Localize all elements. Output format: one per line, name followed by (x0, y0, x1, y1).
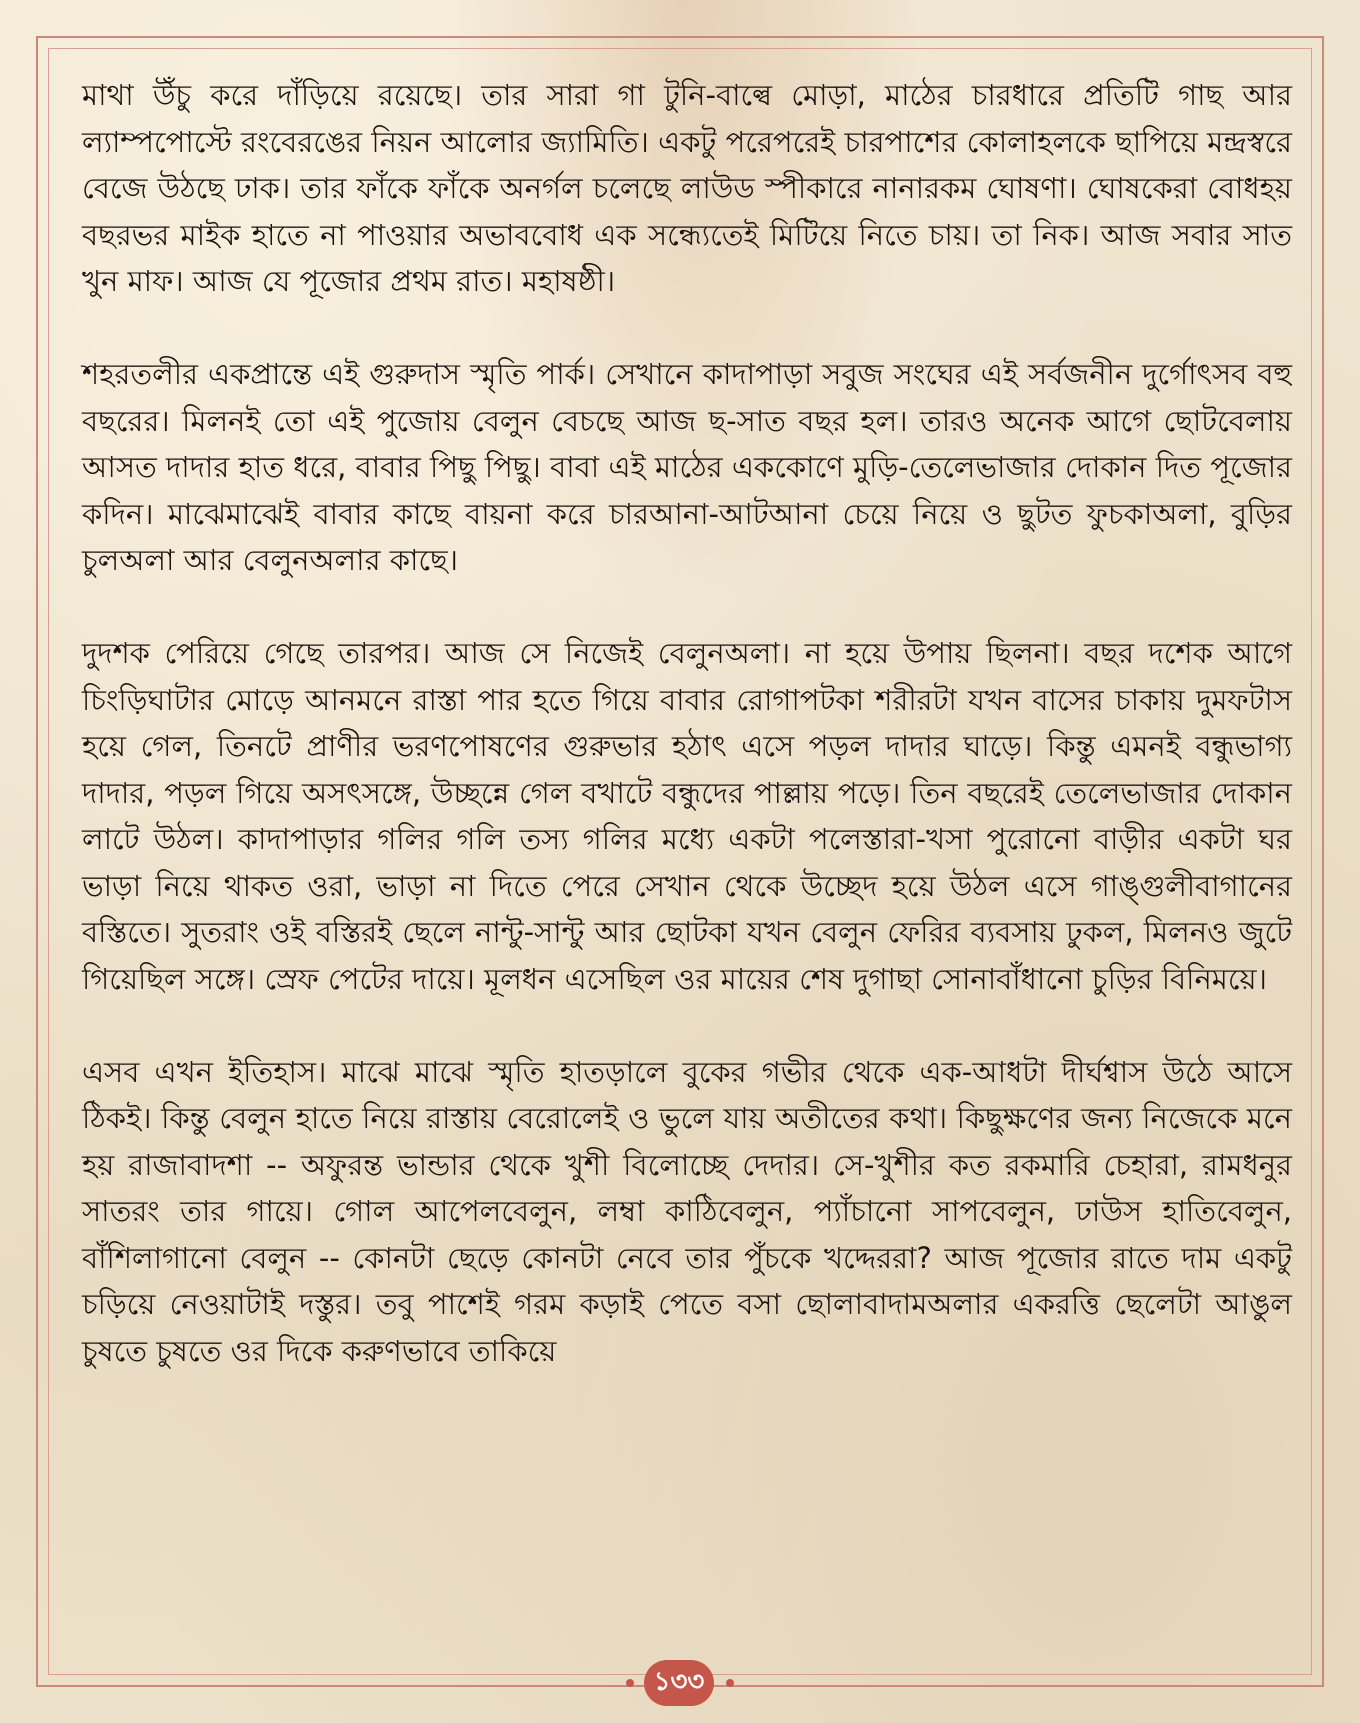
page-number-ornament-left (626, 1679, 634, 1687)
page-number: ১৩৩ (644, 1660, 714, 1706)
story-paragraph-1: মাথা উঁচু করে দাঁড়িয়ে রয়েছে। তার সারা গা টুনি-বাল্বে মোড়া, মাঠের চারধারে প্রতিটি গাছ আর ল্যাম্পপোস্টে রংবেরঙের নিয়ন আলোর জ্যামিতি। একটু পরেপরেই চারপাশের কোলাহলকে ছাপিয়ে মন্দ্রস্বরে বেজে উঠছে ঢাক। তার ফাঁকে ফাঁকে অনর্গল চলেছে লাউড স্পীকারে নানারকম ঘোষণা। ঘোষকেরা বোধহয় বছরভর মাইক হাতে না পাওয়ার অভাববোধ এক সন্ধ্যেতেই মিটিয়ে নিতে চায়। তা নিক। আজ সবার সাত খুন মাফ। আজ যে পূজোর প্রথম রাত। মহাষষ্ঠী। (82, 78, 1292, 298)
story-paragraph-2: শহরতলীর একপ্রান্তে এই গুরুদাস স্মৃতি পার্ক। সেখানে কাদাপাড়া সবুজ সংঘের এই সর্বজনীন দুর্গোৎসব বহু বছরের। মিলনই তো এই পুজোয় বেলুন বেচছে আজ ছ-সাত বছর হল। তারও অনেক আগে ছোটবেলায় আসত দাদার হাত ধরে, বাবার পিছু পিছু। বাবা এই মাঠের এককোণে মুড়ি-তেলেভাজার দোকান দিত পূজোর কদিন। মাঝেমাঝেই বাবার কাছে বায়না করে চারআনা-আটআনা চেয়ে নিয়ে ও ছুটত ফুচকাঅলা, বুড়ির চুলঅলা আর বেলুনঅলার কাছে। (82, 357, 1292, 577)
story-paragraph-3: দুদশক পেরিয়ে গেছে তারপর। আজ সে নিজেই বেলুনঅলা। না হয়ে উপায় ছিলনা। বছর দশেক আগে চিংড়িঘাটার মোড়ে আনমনে রাস্তা পার হতে গিয়ে বাবার রোগাপটকা শরীরটা যখন বাসের চাকায় দুমফটাস হয়ে গেল, তিনটে প্রাণীর ভরণপোষণের গুরুভার হঠাৎ এসে পড়ল দাদার ঘাড়ে। কিন্তু এমনই বন্ধুভাগ্য দাদার, পড়ল গিয়ে অসৎসঙ্গে, উচ্ছন্নে গেল বখাটে বন্ধুদের পাল্লায় পড়ে। তিন বছরেই তেলেভাজার দোকান লাটে উঠল। কাদাপাড়ার গলির গলি তস্য গলির মধ্যে একটা পলেস্তারা-খসা পুরোনো বাড়ীর একটা ঘর ভাড়া নিয়ে থাকত ওরা, ভাড়া না দিতে পেরে সেখান থেকে উচ্ছেদ হয়ে উঠল এসে গাঙ্গুলীবাগানের বস্তিতে। সুতরাং ওই বস্তিরই ছেলে নান্টু-সান্টু আর ছোটকা যখন বেলুন ফেরির ব্যবসায় ঢুকল, মিলনও জুটে গিয়েছিল সঙ্গে। স্রেফ পেটের দায়ে। মূলধন এসেছিল ওর মায়ের শেষ দুগাছা সোনাবাঁধানো চুড়ির বিনিময়ে। (82, 636, 1292, 996)
story-text (82, 72, 1292, 1374)
story-paragraph-4: এসব এখন ইতিহাস। মাঝে মাঝে স্মৃতি হাতড়ালে বুকের গভীর থেকে এক-আধটা দীর্ঘশ্বাস উঠে আসে ঠিকই। কিন্তু বেলুন হাতে নিয়ে রাস্তায় বেরোলেই ও ভুলে যায় অতীতের কথা। কিছুক্ষণের জন্য নিজেকে মনে হয় রাজাবাদশা -- অফুরন্ত ভান্ডার থেকে খুশী বিলোচ্ছে দেদার। সে-খুশীর কত রকমারি চেহারা, রামধনুর সাতরং তার গায়ে। গোল আপেলবেলুন, লম্বা কাঠিবেলুন, প্যাঁচানো সাপবেলুন, ঢাউস হাতিবেলুন, বাঁশিলাগানো বেলুন -- কোনটা ছেড়ে কোনটা নেবে তার পুঁচকে খদ্দেররা? আজ পূজোর রাতে দাম একটু চড়িয়ে নেওয়াটাই দস্তুর। তবু পাশেই গরম কড়াই পেতে বসা ছোলাবাদামঅলার একরত্তি ছেলেটা আঙুল চুষতে চুষতে ওর দিকে করুণভাবে তাকিয়ে (82, 1054, 1292, 1368)
page-number-ornament-right (726, 1679, 734, 1687)
